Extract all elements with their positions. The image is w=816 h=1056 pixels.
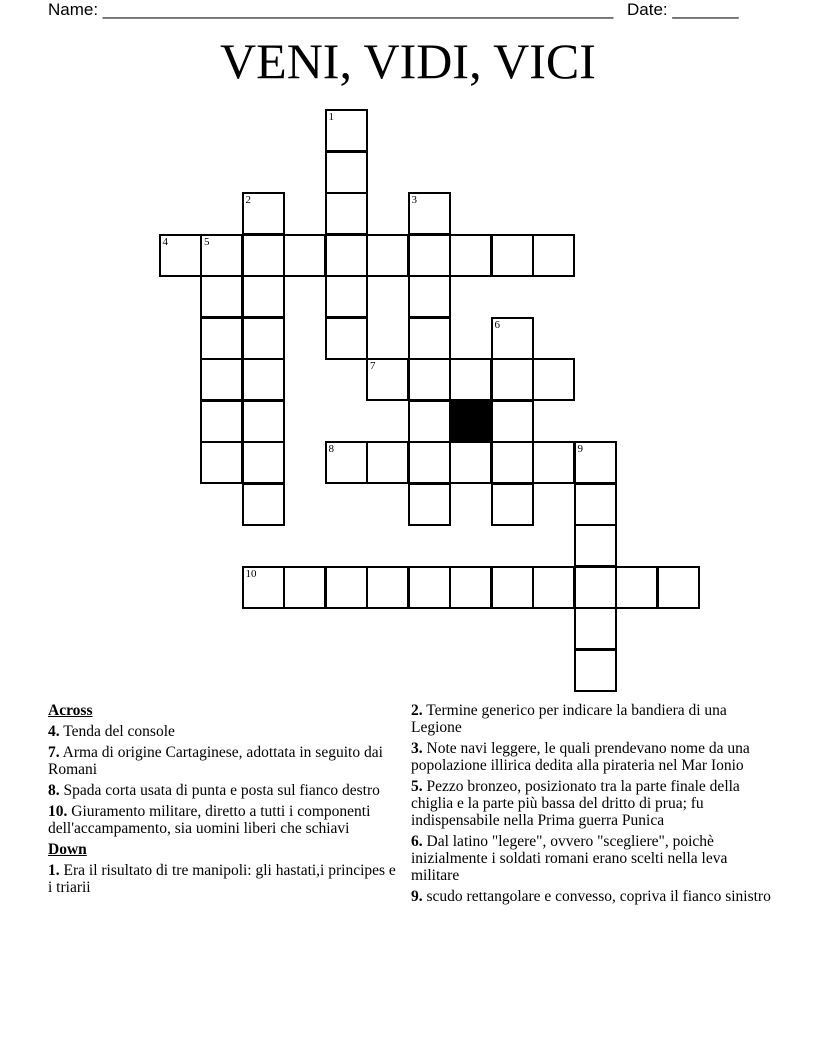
grid-cell[interactable] [408,441,451,484]
grid-cell[interactable] [491,566,534,609]
clue-down-6 [411,833,771,884]
down-heading: Down [48,841,87,858]
grid-cell[interactable] [574,524,617,567]
grid-cell[interactable] [574,483,617,526]
grid-cell[interactable] [574,441,617,484]
page-title: VENI, VIDI, VICI [220,33,596,89]
name-line: Name: ______________________________________________________ [48,0,614,19]
clue-across-8 [48,782,398,799]
grid-cell[interactable] [532,441,575,484]
grid-cell[interactable] [449,441,492,484]
grid-cell[interactable] [242,483,285,526]
clue-text: Dal latino "legere", ovvero "scegliere", poichè inizialmente i soldati romani erano scelti nella leva militare [411,833,728,884]
clue-number: 2. [411,702,423,719]
grid-cell[interactable] [408,317,451,360]
clue-across-7 [48,744,398,778]
clue-text: Note navi leggere, le quali prendevano nome da una popolazione illirica dedita alla pirateria nel Mar Ionio [411,740,750,774]
cell-number: 3 [411,194,417,206]
grid-cell[interactable] [366,234,409,277]
grid-cell[interactable] [325,192,368,235]
clue-across-10 [48,803,398,837]
grid-cell-black [449,400,492,443]
clue-number: 6. [411,833,423,850]
grid-cell[interactable] [491,400,534,443]
clue-number: 8. [48,782,60,799]
grid-cell[interactable] [325,234,368,277]
clue-number: 10. [48,803,68,820]
cell-number: 9 [577,443,583,455]
cell-number: 7 [370,360,376,372]
grid-cell[interactable] [200,234,243,277]
grid-cell[interactable] [408,483,451,526]
grid-cell[interactable] [574,566,617,609]
grid-cell[interactable] [366,441,409,484]
clue-number: 9. [411,888,423,905]
grid-cell[interactable] [242,192,285,235]
cell-number: 10 [245,567,257,580]
grid-cell[interactable] [574,607,617,650]
grid-cell[interactable] [283,566,326,609]
across-heading: Across [48,702,93,719]
clue-text: Pezzo bronzeo, posizionato tra la parte finale della chiglia e la parte più bassa del dritto di prua; fu indispensabile nella Prima guerra Punica [411,778,740,829]
grid-cell[interactable] [325,566,368,609]
cell-number: 1 [328,111,334,123]
grid-cell[interactable] [408,192,451,235]
clue-number: 1. [48,862,60,879]
grid-cell[interactable] [242,566,285,609]
date-line: Date: _______ [627,0,739,19]
grid-cell[interactable] [408,400,451,443]
cell-number: 4 [162,235,168,248]
clue-text: Era il risultato di tre manipoli: gli hastati,i principes e i triarii [48,862,396,896]
grid-cell[interactable] [532,566,575,609]
grid-cell[interactable] [200,400,243,443]
grid-cell[interactable] [408,358,451,401]
grid-cell[interactable] [242,234,285,277]
grid-cell[interactable] [532,234,575,277]
cell-number: 6 [494,318,500,331]
clue-text: Spada corta usata di punta e posta sul fianco destro [59,782,380,799]
clue-number: 3. [411,740,423,757]
grid-cell[interactable] [200,358,243,401]
grid-cell[interactable] [408,566,451,609]
clue-down-9 [411,888,771,905]
cell-number: 8 [328,443,334,455]
grid-cell[interactable] [325,151,368,194]
grid-cell[interactable] [325,275,368,318]
grid-cell[interactable] [242,317,285,360]
grid-cell[interactable] [491,317,534,360]
grid-cell[interactable] [242,275,285,318]
cell-number: 2 [245,194,251,206]
grid-cell[interactable] [325,441,368,484]
clue-down-1 [48,862,398,896]
grid-cell[interactable] [283,234,326,277]
cell-number: 5 [204,235,210,248]
clue-text: Arma di origine Cartaginese, adottata in seguito dai Romani [48,744,383,778]
clue-text: scudo rettangolare e convesso, copriva il fianco sinistro [422,888,771,905]
grid-cell[interactable] [408,275,451,318]
grid-cell[interactable] [242,441,285,484]
clue-text: Giuramento militare, diretto a tutti i componenti dell'accampamento, sia uomini liberi che schiavi [48,803,371,837]
clue-down-2 [411,702,771,736]
grid-cell[interactable] [200,275,243,318]
grid-cell[interactable] [325,317,368,360]
grid-cell[interactable] [615,566,658,609]
grid-cell[interactable] [366,358,409,401]
clue-down-5 [411,778,771,829]
grid-cell[interactable] [408,234,451,277]
grid-cell[interactable] [449,358,492,401]
grid-cell[interactable] [325,109,368,152]
clue-across-4 [48,723,398,740]
grid-cell[interactable] [491,358,534,401]
clue-number: 4. [48,723,60,740]
grid-cell[interactable] [574,649,617,692]
clues-left-column [48,702,398,900]
grid-cell[interactable] [532,358,575,401]
grid-cell[interactable] [242,358,285,401]
grid-cell[interactable] [366,566,409,609]
grid-cell[interactable] [491,483,534,526]
clue-down-3 [411,740,771,774]
grid-cell[interactable] [491,234,534,277]
clue-text: Termine generico per indicare la bandiera di una Legione [411,702,727,736]
grid-cell[interactable] [491,441,534,484]
grid-cell[interactable] [200,441,243,484]
grid-cell[interactable] [449,566,492,609]
clues-right-column [411,702,771,909]
grid-cell[interactable] [449,234,492,277]
grid-cell[interactable] [242,400,285,443]
clue-number: 7. [48,744,60,761]
grid-cell[interactable] [159,234,202,277]
clue-number: 5. [411,778,423,795]
grid-cell[interactable] [200,317,243,360]
clue-text: Tenda del console [59,723,175,740]
grid-cell[interactable] [657,566,700,609]
